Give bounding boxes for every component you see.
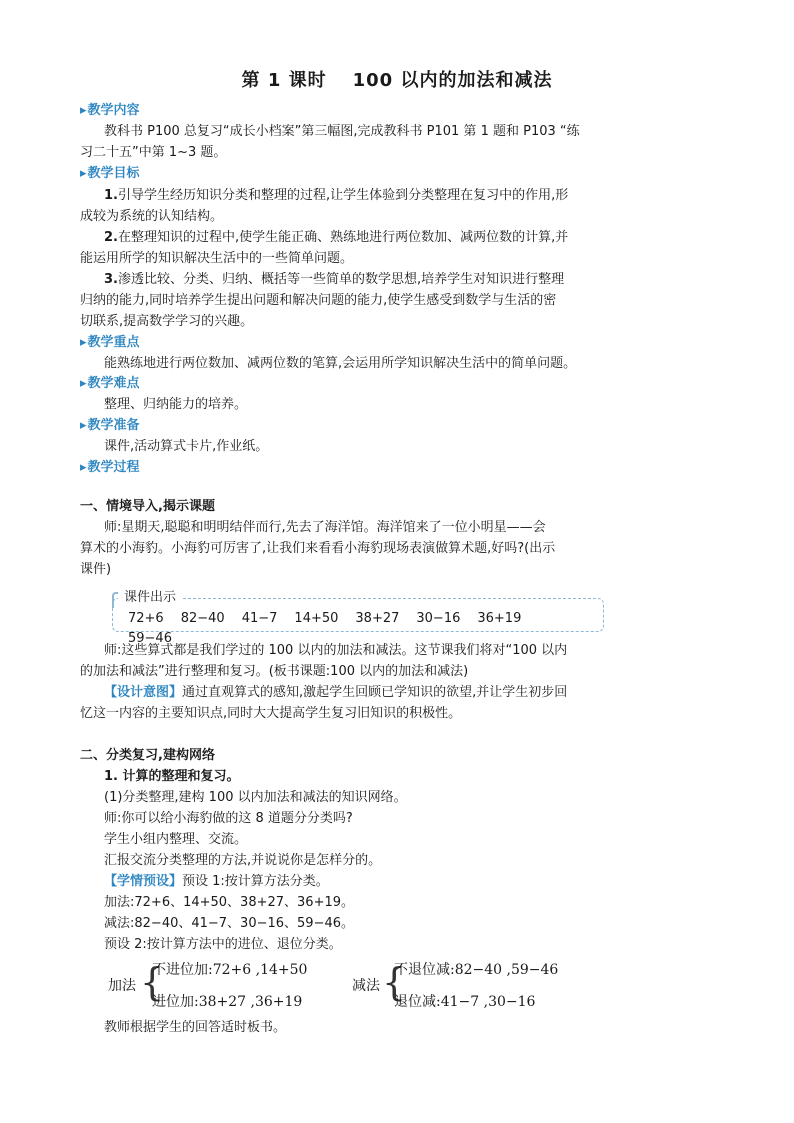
part-2-line-2: 师:你可以给小海豹做的这 8 道题分分类吗? <box>104 811 353 826</box>
part-1-p2-line-1: 师:这些算式都是我们学过的 100 以内的加法和减法。这节课我们将对“100 以内 <box>104 643 568 658</box>
preset-1-line <box>104 872 734 892</box>
part-2-line-4: 汇报交流分类整理的方法,并说说你是怎样分的。 <box>104 853 382 868</box>
key-text: 能熟练地进行两位数加、减两位数的笔算,会运用所学知识解决生活中的简单问题。 <box>104 356 577 371</box>
goal-2-line-2: 能运用所学的知识解决生活中的一些简单问题。 <box>80 251 354 266</box>
section-teaching-content: ▸ 教学内容 <box>80 101 710 121</box>
section-teaching-process: ▸ 教学过程 <box>80 458 710 478</box>
design-intent-text: 通过直观算式的感知,激起学生回顾已学知识的欲望,并让学生初步回 <box>182 685 568 700</box>
expression: 41−7 <box>241 611 278 626</box>
addition-carry: 进位加:38+27 ,36+19 <box>152 994 303 1010</box>
expression: 72+6 <box>128 611 164 626</box>
goal-1-text: 引导学生经历知识分类和整理的过程,让学生体验到分类整理在复习中的作用,形 <box>117 188 569 203</box>
goal-2-text: 在整理知识的过程中,使学生能正确、熟练地进行两位数加、减两位数的计算,并 <box>117 230 569 245</box>
goal-1-line-2: 成较为系统的认知结构。 <box>80 209 224 224</box>
part-2-line-1: (1)分类整理,建构 100 以内加法和减法的知识网络。 <box>104 790 407 805</box>
design-intent-line-2: 忆这一内容的主要知识点,同时大大提高学生复习旧知识的积极性。 <box>80 706 462 721</box>
goal-3-line-2: 归纳的能力,同时培养学生提出问题和解决问题的能力,使学生感受到数学与生活的密 <box>80 293 557 308</box>
difficulty-text: 整理、归纳能力的培养。 <box>104 397 248 412</box>
goal-3-line-3: 切联系,提高数学学习的兴趣。 <box>80 314 254 329</box>
content-line-1: 教科书 P100 总复习“成长小档案”第三幅图,完成教科书 P101 第 1 题和 P103 “练 <box>104 124 580 139</box>
design-intent-tag: 【设计意图】 <box>104 685 183 700</box>
expression: 36+19 <box>477 611 522 626</box>
goal-1-number: 1. <box>104 188 118 203</box>
lesson-number: 第 1 课时 <box>241 70 327 91</box>
preset-1-text: 预设 1:按计算方法分类。 <box>182 874 329 889</box>
courseware-label: 课件出示 <box>118 588 182 608</box>
design-intent-line-1 <box>104 683 734 703</box>
expression: 30−16 <box>416 611 461 626</box>
expression: 82−40 <box>180 611 225 626</box>
part-2-subheading: 1. 计算的整理和复习。 <box>104 769 240 784</box>
addition-list: 加法:72+6、14+50、38+27、36+19。 <box>104 895 355 910</box>
part-1-p1-line-1: 师:星期天,聪聪和明明结伴而行,先去了海洋馆。海洋馆来了一位小明星——会 <box>104 520 546 535</box>
expression: 59−46 <box>128 631 172 646</box>
preset-tag: 【学情预设】 <box>104 874 183 889</box>
part-2-last-line: 教师根据学生的回答适时板书。 <box>104 1020 287 1035</box>
preset-2-line: 预设 2:按计算方法中的进位、退位分类。 <box>104 937 342 952</box>
subtraction-label: 减法 <box>352 978 380 994</box>
goal-3-number: 3. <box>104 272 118 287</box>
goal-3-line-1 <box>104 270 734 290</box>
goal-3-text: 渗透比较、分类、归纳、概括等一些简单的数学思想,培养学生对知识进行整理 <box>117 272 565 287</box>
lesson-title <box>0 66 794 92</box>
subtraction-list: 减法:82−40、41−7、30−16、59−46。 <box>104 916 355 931</box>
section-teaching-difficulty: ▸ 教学难点 <box>80 374 710 394</box>
part-1-p1-line-3: 课件) <box>80 562 112 577</box>
goal-1-line-1 <box>104 186 734 206</box>
section-teaching-goals: ▸ 教学目标 <box>80 164 710 184</box>
section-teaching-prep: ▸ 教学准备 <box>80 416 710 436</box>
lesson-topic: 100 以内的加法和减法 <box>352 70 553 91</box>
expression: 14+50 <box>294 611 339 626</box>
part-2-heading: 二、分类复习,建构网络 <box>80 748 215 763</box>
part-1-p2-line-2: 的加法和减法”进行整理和复习。(板书课题:100 以内的加法和减法) <box>80 664 469 679</box>
addition-label: 加法 <box>108 978 136 994</box>
subtraction-brace: { <box>382 960 407 1004</box>
section-teaching-key: ▸ 教学重点 <box>80 333 710 353</box>
goal-2-number: 2. <box>104 230 118 245</box>
subtraction-no-borrow: 不退位减:82−40 ,59−46 <box>394 962 559 978</box>
addition-brace: { <box>140 960 165 1004</box>
part-1-p1-line-2: 算术的小海豹。小海豹可厉害了,让我们来看看小海豹现场表演做算术题,好吗?(出示 <box>80 541 556 556</box>
content-line-2: 习二十五”中第 1~3 题。 <box>80 145 227 160</box>
part-1-heading: 一、情境导入,揭示课题 <box>80 499 215 514</box>
subtraction-borrow: 退位减:41−7 ,30−16 <box>394 994 536 1010</box>
goal-2-line-1 <box>104 228 734 248</box>
part-2-line-3: 学生小组内整理、交流。 <box>104 832 248 847</box>
prep-text: 课件,活动算式卡片,作业纸。 <box>104 439 269 454</box>
addition-no-carry: 不进位加:72+6 ,14+50 <box>152 962 308 978</box>
expression: 38+27 <box>355 611 400 626</box>
